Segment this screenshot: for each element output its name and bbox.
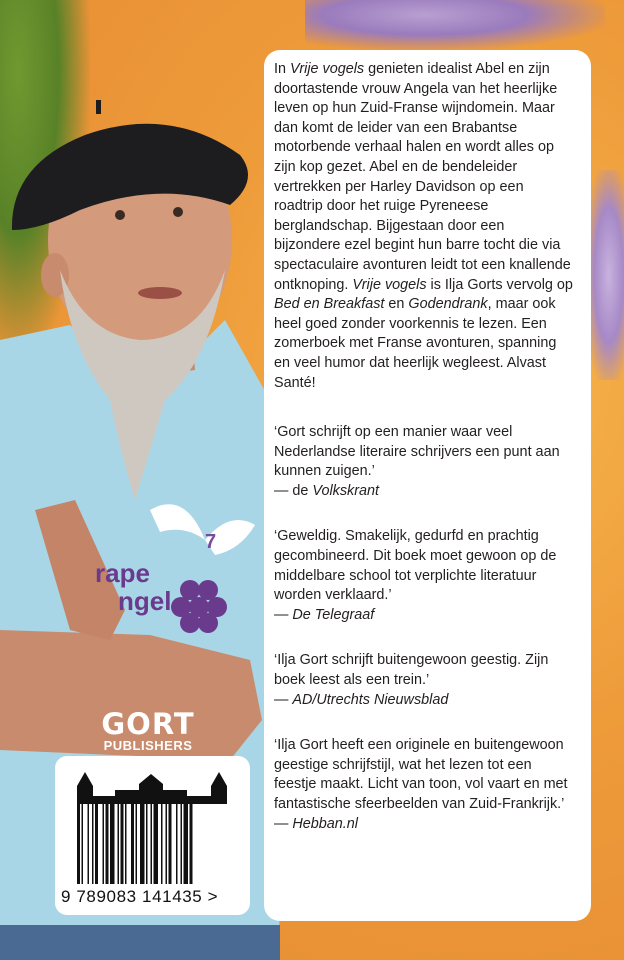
review-quote: ‘Gort schrijft op een manier waar veel Nederlandse literaire schrijvers een punt aan kunnen zuigen.’ — de Volkskrant xyxy=(274,424,560,499)
barcode-bar xyxy=(110,804,115,884)
beret-stalk xyxy=(96,100,101,114)
barcode-bar xyxy=(140,804,145,884)
barcode-graphic xyxy=(55,756,250,891)
barcode-bar xyxy=(146,804,148,884)
review-quote: ‘Geweldig. Smakelijk, gedurfd en prachtig gecombineerd. Dit boek moet gewoon op de middelbare school tot verplichte literatuur worden verklaard.’ — De Telegraaf xyxy=(274,528,557,623)
barcode-bar xyxy=(131,804,134,884)
barcode-bar xyxy=(190,804,193,884)
barcode-bar xyxy=(181,804,183,884)
back-cover-text-panel xyxy=(264,50,591,921)
eye-left xyxy=(115,210,125,220)
barcode-bar xyxy=(125,804,127,884)
barcode-bar xyxy=(151,804,153,884)
mouth xyxy=(138,287,182,299)
barcode-bar xyxy=(166,804,168,884)
publisher-logo-name: GORT xyxy=(101,707,195,741)
barcode-bar xyxy=(95,804,98,884)
barcode-bar xyxy=(184,804,189,884)
barcode-bar xyxy=(88,804,90,884)
jeans xyxy=(0,925,280,960)
barcode-bar xyxy=(82,804,84,884)
barcode-bar xyxy=(103,804,105,884)
shirt-text-line1: rape xyxy=(95,558,150,588)
barcode-bar xyxy=(77,804,80,884)
barcode-bar xyxy=(118,804,120,884)
barcode-bar xyxy=(176,804,178,884)
publisher-logo xyxy=(92,709,204,753)
barcode-bar xyxy=(92,804,94,884)
review-quote: ‘Ilja Gort heeft een originele en buitengewoon geestige schrijfstijl, wat het lezen tot een feestje maakt. Licht van toon, vol vaart en met fantastische sfeerbeelden van Zuid-Frankrijk.’ — Hebban.nl xyxy=(274,737,568,832)
barcode-number: 9 789083 141435 > xyxy=(61,887,219,906)
barcode-bar xyxy=(106,804,109,884)
shirt-text-line2: ngel xyxy=(118,586,172,616)
eye-right xyxy=(173,207,183,217)
barcode-bar xyxy=(154,804,159,884)
castle-icon xyxy=(77,772,227,804)
wisteria-flowers-top xyxy=(305,0,605,50)
shirt-number: 7 xyxy=(205,531,217,553)
review-quote: ‘Ilja Gort schrijft buitengewoon geestig. Zijn boek leest als een trein.’ — AD/Utrechts Nieuwsblad xyxy=(274,652,549,708)
publisher-logo-subtitle: PUBLISHERS xyxy=(103,738,193,753)
barcode-bar xyxy=(121,804,124,884)
barcode-bar xyxy=(136,804,138,884)
barcode-bar xyxy=(161,804,163,884)
blurb-paragraph: In Vrije vogels genieten idealist Abel en zijn doortastende vrouw Angela van het heerlijke leven op hun Zuid-Franse wijndomein. Maar dan komt de leider van een Brabantse motorbende verhaal halen en wordt alles op zijn kop gezet. Abel en de bendeleider vertrekken per Harley Davidson op een roadtrip door het ruige Pyreneese berglandschap. Bijgestaan door een bijzondere ezel begint hun barre tocht die via spectaculaire avonturen leidt tot een knallende ontknoping. Vrije vogels is Ilja Gorts vervolg op Bed en Breakfast en Godendrank, maar ook heel goed zonder voorkennis te lezen. Een zomerboek met Franse avonturen, spanning en veel humor dat heerlijk wegleest. Alvast Santé! xyxy=(274,61,573,391)
barcode-bar xyxy=(169,804,172,884)
barcode-bars xyxy=(77,804,193,884)
wisteria-flowers-right xyxy=(586,170,624,380)
barcode xyxy=(55,756,250,915)
